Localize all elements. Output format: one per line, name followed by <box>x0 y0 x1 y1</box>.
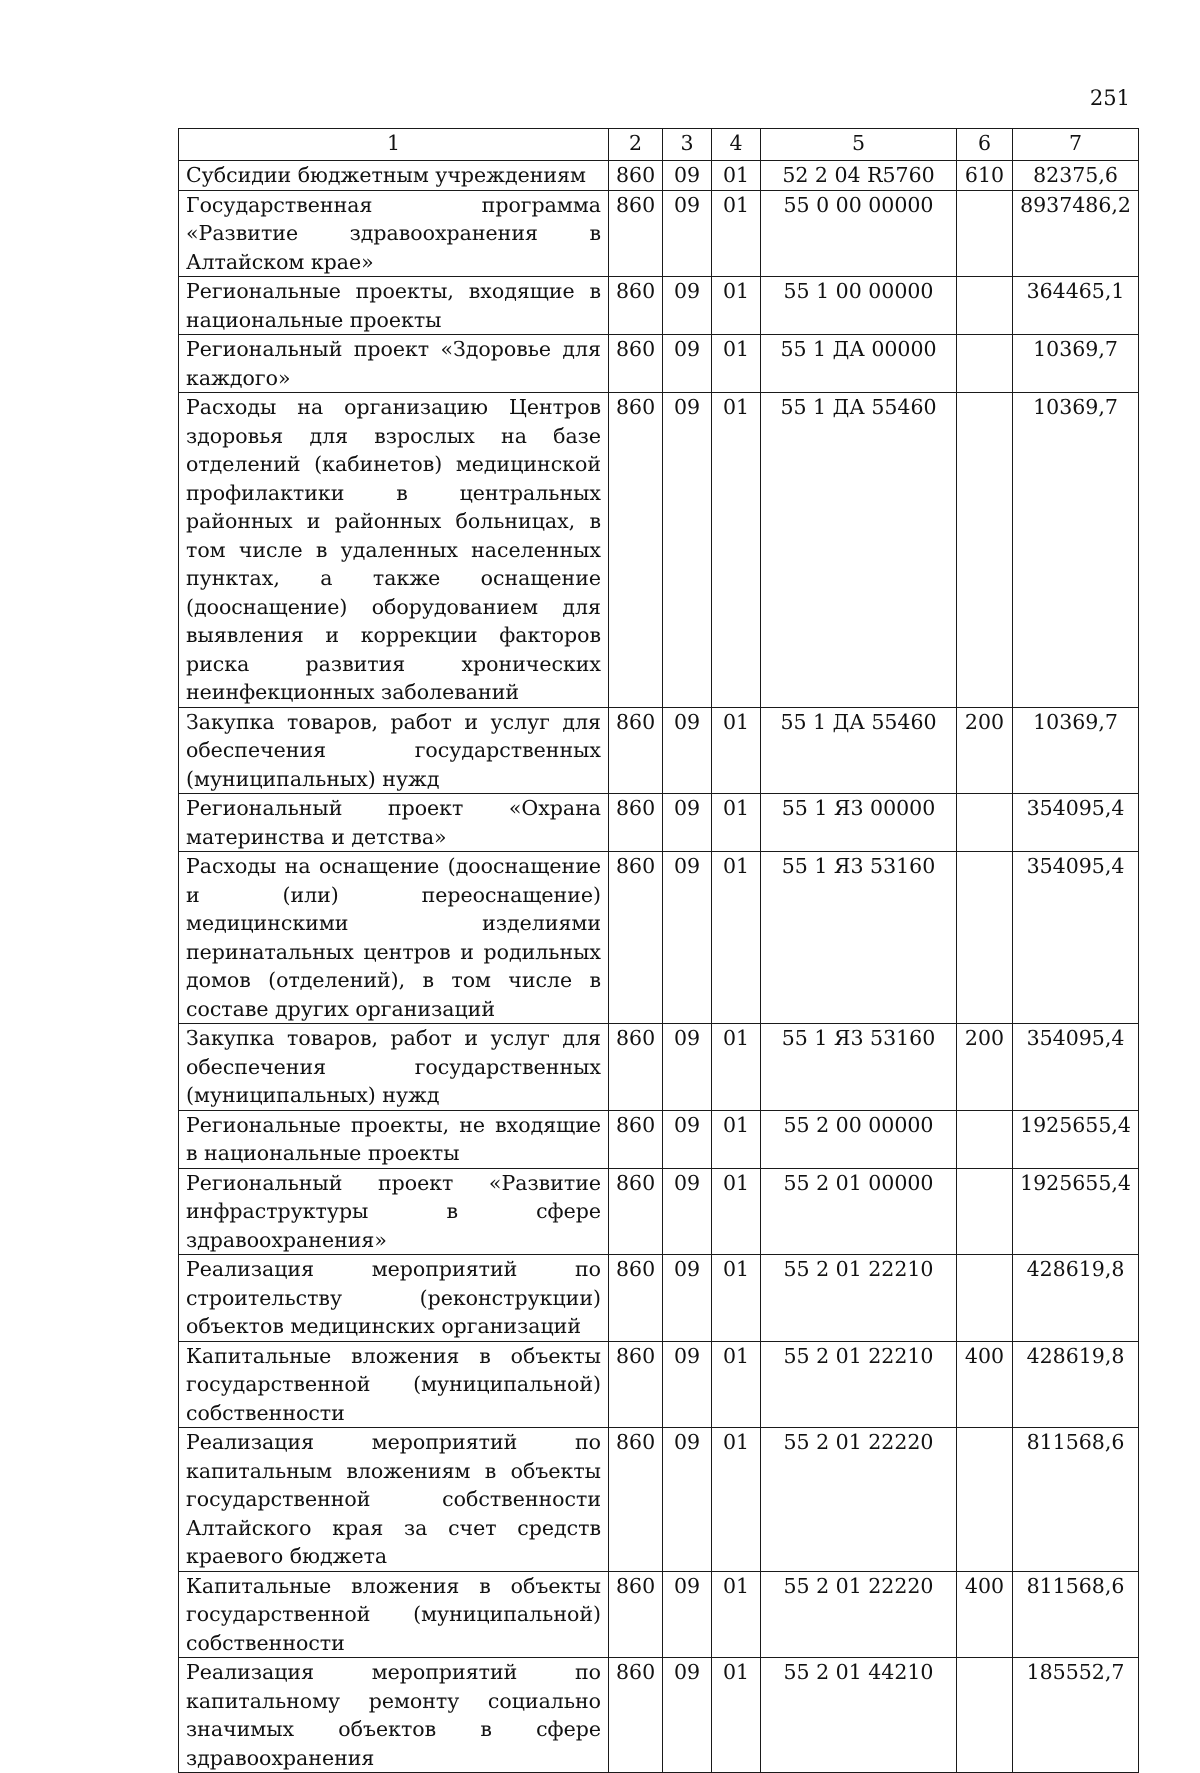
row-code-cell: 55 2 01 44210 <box>761 1658 957 1773</box>
row-col3-cell: 09 <box>663 190 712 277</box>
row-code-cell: 55 0 00 00000 <box>761 190 957 277</box>
row-col2-cell: 860 <box>609 1341 663 1428</box>
row-col2-cell: 860 <box>609 161 663 191</box>
row-name-cell: Капитальные вложения в объекты государственной (муниципальной) собственности <box>179 1341 609 1428</box>
table-row <box>179 1658 1139 1773</box>
row-amount-cell: 1925655,4 <box>1013 1168 1139 1255</box>
table-row <box>179 852 1139 1024</box>
table-row <box>179 335 1139 393</box>
row-amount-cell: 10369,7 <box>1013 707 1139 794</box>
row-col2-cell: 860 <box>609 1658 663 1773</box>
row-col4-cell: 01 <box>712 1341 761 1428</box>
table-row <box>179 277 1139 335</box>
row-col3-cell: 09 <box>663 393 712 708</box>
row-amount-cell: 354095,4 <box>1013 794 1139 852</box>
row-code-cell: 55 2 01 00000 <box>761 1168 957 1255</box>
table-row <box>179 1110 1139 1168</box>
row-col4-cell: 01 <box>712 190 761 277</box>
row-col4-cell: 01 <box>712 794 761 852</box>
row-col6-cell <box>957 393 1013 708</box>
row-col6-cell <box>957 852 1013 1024</box>
row-col6-cell: 400 <box>957 1571 1013 1658</box>
table-row <box>179 794 1139 852</box>
row-amount-cell: 428619,8 <box>1013 1341 1139 1428</box>
table-row <box>179 707 1139 794</box>
row-col6-cell: 200 <box>957 1024 1013 1111</box>
row-col6-cell: 200 <box>957 707 1013 794</box>
row-col2-cell: 860 <box>609 1428 663 1572</box>
table-row <box>179 393 1139 708</box>
row-code-cell: 55 2 00 00000 <box>761 1110 957 1168</box>
row-col4-cell: 01 <box>712 277 761 335</box>
row-code-cell: 55 2 01 22210 <box>761 1255 957 1342</box>
table-row <box>179 1428 1139 1572</box>
row-col2-cell: 860 <box>609 852 663 1024</box>
row-col2-cell: 860 <box>609 707 663 794</box>
row-col3-cell: 09 <box>663 1428 712 1572</box>
row-code-cell: 55 1 ДА 00000 <box>761 335 957 393</box>
row-amount-cell: 8937486,2 <box>1013 190 1139 277</box>
row-col2-cell: 860 <box>609 1110 663 1168</box>
row-code-cell: 55 1 00 00000 <box>761 277 957 335</box>
row-name-cell: Капитальные вложения в объекты государственной (муниципальной) собственности <box>179 1571 609 1658</box>
row-col6-cell <box>957 1428 1013 1572</box>
header-cell: 1 <box>179 129 609 161</box>
row-amount-cell: 1925655,4 <box>1013 1110 1139 1168</box>
row-code-cell: 55 2 01 22210 <box>761 1341 957 1428</box>
row-name-cell: Реализация мероприятий по строительству (реконструкции) объектов медицинских организаций <box>179 1255 609 1342</box>
header-cell: 3 <box>663 129 712 161</box>
row-name-cell: Реализация мероприятий по капитальному ремонту социально значимых объектов в сфере здравоохранения <box>179 1658 609 1773</box>
row-name-cell: Региональный проект «Охрана материнства и детства» <box>179 794 609 852</box>
table-row <box>179 190 1139 277</box>
table-row <box>179 1341 1139 1428</box>
row-col3-cell: 09 <box>663 1571 712 1658</box>
row-amount-cell: 354095,4 <box>1013 852 1139 1024</box>
header-cell: 4 <box>712 129 761 161</box>
row-col2-cell: 860 <box>609 277 663 335</box>
row-col3-cell: 09 <box>663 794 712 852</box>
row-col4-cell: 01 <box>712 1658 761 1773</box>
row-col2-cell: 860 <box>609 335 663 393</box>
row-name-cell: Региональные проекты, не входящие в национальные проекты <box>179 1110 609 1168</box>
row-amount-cell: 185552,7 <box>1013 1658 1139 1773</box>
row-amount-cell: 811568,6 <box>1013 1571 1139 1658</box>
row-col4-cell: 01 <box>712 161 761 191</box>
row-col3-cell: 09 <box>663 1255 712 1342</box>
row-amount-cell: 82375,6 <box>1013 161 1139 191</box>
row-col6-cell <box>957 190 1013 277</box>
row-col3-cell: 09 <box>663 1024 712 1111</box>
row-name-cell: Реализация мероприятий по капитальным вложениям в объекты государственной собственности Алтайского края за счет средств краевого бюджета <box>179 1428 609 1572</box>
row-col3-cell: 09 <box>663 852 712 1024</box>
row-col4-cell: 01 <box>712 1168 761 1255</box>
row-name-cell: Государственная программа «Развитие здравоохранения в Алтайском крае» <box>179 190 609 277</box>
row-col3-cell: 09 <box>663 335 712 393</box>
row-col2-cell: 860 <box>609 393 663 708</box>
row-col3-cell: 09 <box>663 277 712 335</box>
row-col2-cell: 860 <box>609 794 663 852</box>
row-name-cell: Субсидии бюджетным учреждениям <box>179 161 609 191</box>
row-col6-cell <box>957 1110 1013 1168</box>
row-amount-cell: 428619,8 <box>1013 1255 1139 1342</box>
row-code-cell: 55 1 Я3 53160 <box>761 1024 957 1111</box>
row-col4-cell: 01 <box>712 707 761 794</box>
row-col6-cell <box>957 277 1013 335</box>
row-col4-cell: 01 <box>712 852 761 1024</box>
row-code-cell: 55 2 01 22220 <box>761 1428 957 1572</box>
row-amount-cell: 364465,1 <box>1013 277 1139 335</box>
row-code-cell: 55 1 Я3 00000 <box>761 794 957 852</box>
row-col4-cell: 01 <box>712 335 761 393</box>
row-col6-cell: 610 <box>957 161 1013 191</box>
table-row <box>179 1255 1139 1342</box>
page-number: 251 <box>1089 86 1130 110</box>
row-amount-cell: 811568,6 <box>1013 1428 1139 1572</box>
row-col2-cell: 860 <box>609 1255 663 1342</box>
row-col2-cell: 860 <box>609 1168 663 1255</box>
header-cell: 2 <box>609 129 663 161</box>
table-row <box>179 1571 1139 1658</box>
header-cell: 6 <box>957 129 1013 161</box>
row-code-cell: 55 1 ДА 55460 <box>761 707 957 794</box>
row-col4-cell: 01 <box>712 393 761 708</box>
row-code-cell: 55 2 01 22220 <box>761 1571 957 1658</box>
row-col6-cell <box>957 1168 1013 1255</box>
header-cell: 5 <box>761 129 957 161</box>
row-col6-cell <box>957 794 1013 852</box>
row-code-cell: 52 2 04 R5760 <box>761 161 957 191</box>
row-col6-cell: 400 <box>957 1341 1013 1428</box>
table-row <box>179 1024 1139 1111</box>
row-col6-cell <box>957 1658 1013 1773</box>
row-col4-cell: 01 <box>712 1428 761 1572</box>
header-row <box>179 129 1139 161</box>
row-col2-cell: 860 <box>609 190 663 277</box>
row-name-cell: Закупка товаров, работ и услуг для обеспечения государственных (муниципальных) нужд <box>179 707 609 794</box>
row-name-cell: Региональный проект «Здоровье для каждого» <box>179 335 609 393</box>
row-name-cell: Закупка товаров, работ и услуг для обеспечения государственных (муниципальных) нужд <box>179 1024 609 1111</box>
row-col6-cell <box>957 335 1013 393</box>
row-code-cell: 55 1 Я3 53160 <box>761 852 957 1024</box>
row-col4-cell: 01 <box>712 1110 761 1168</box>
row-col3-cell: 09 <box>663 1168 712 1255</box>
row-name-cell: Региональные проекты, входящие в национальные проекты <box>179 277 609 335</box>
row-col2-cell: 860 <box>609 1571 663 1658</box>
row-code-cell: 55 1 ДА 55460 <box>761 393 957 708</box>
row-amount-cell: 10369,7 <box>1013 335 1139 393</box>
row-amount-cell: 354095,4 <box>1013 1024 1139 1111</box>
row-col4-cell: 01 <box>712 1255 761 1342</box>
row-col4-cell: 01 <box>712 1024 761 1111</box>
row-name-cell: Региональный проект «Развитие инфраструктуры в сфере здравоохранения» <box>179 1168 609 1255</box>
row-amount-cell: 10369,7 <box>1013 393 1139 708</box>
row-col3-cell: 09 <box>663 707 712 794</box>
header-cell: 7 <box>1013 129 1139 161</box>
row-col3-cell: 09 <box>663 161 712 191</box>
row-col4-cell: 01 <box>712 1571 761 1658</box>
row-col6-cell <box>957 1255 1013 1342</box>
row-col3-cell: 09 <box>663 1110 712 1168</box>
table-row <box>179 1168 1139 1255</box>
row-col2-cell: 860 <box>609 1024 663 1111</box>
budget-table <box>178 128 1139 1773</box>
row-name-cell: Расходы на оснащение (дооснащение и (или) переоснащение) медицинскими изделиями перинатальных центров и родильных домов (отделений), в том числе в составе других организаций <box>179 852 609 1024</box>
table-row <box>179 161 1139 191</box>
row-col3-cell: 09 <box>663 1658 712 1773</box>
row-col3-cell: 09 <box>663 1341 712 1428</box>
row-name-cell: Расходы на организацию Центров здоровья для взрослых на базе отделений (кабинетов) медицинской профилактики в центральных районных и районных больницах, в том числе в удаленных населенных пунктах, а также оснащение (дооснащение) оборудованием для выявления и коррекции факторов риска развития хронических неинфекционных заболеваний <box>179 393 609 708</box>
